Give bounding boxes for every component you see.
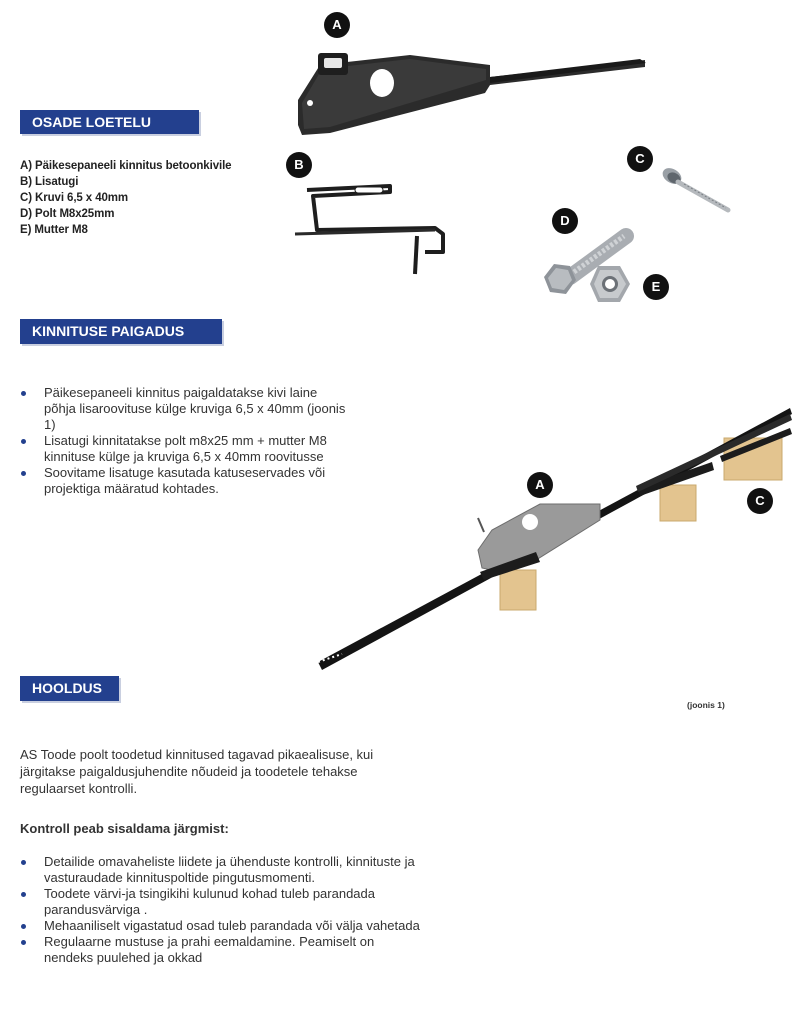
- maintenance-item: Regulaarne mustuse ja prahi eemaldamine. Peamiselt on nendeks puulehed ja okkad: [20, 934, 420, 966]
- label-e: E: [643, 274, 669, 300]
- part-item-b: B) Lisatugi: [20, 176, 79, 188]
- part-item-c: C) Kruvi 6,5 x 40mm: [20, 192, 129, 204]
- parts-list: [20, 158, 231, 238]
- label-c-top: C: [627, 146, 653, 172]
- installation-item: Soovitame lisatuge kasutada katuseservades või projektiga määratud kohtades.: [20, 465, 350, 497]
- label-b: B: [286, 152, 312, 178]
- maintenance-intro: AS Toode poolt toodetud kinnitused tagavad pikaealisuse, kui järgitakse paigaldusjuhendite nõudeid ja toodetele tehakse regulaarset kontrolli.: [20, 747, 374, 796]
- part-item-e: E) Mutter M8: [20, 224, 88, 236]
- installation-diagram: [300, 400, 800, 690]
- section-title-parts: OSADE LOETELU: [20, 110, 199, 134]
- figure-caption: (joonis 1): [687, 700, 725, 710]
- bracket-a-image: [290, 45, 650, 145]
- maintenance-check-title: Kontroll peab sisaldama järgmist:: [20, 821, 229, 836]
- installation-item: Lisatugi kinnitatakse polt m8x25 mm + mutter M8 kinnituse külge ja kruviga 6,5 x 40mm roovitusse: [20, 433, 350, 465]
- part-item-a: A) Päikesepaneeli kinnitus betoonkivile: [20, 160, 232, 172]
- label-c-figure: C: [747, 488, 773, 514]
- maintenance-item: Detailide omavaheliste liidete ja ühenduste kontrolli, kinnituste ja vasturaudade kinnituspoltide pingutusmomenti.: [20, 854, 420, 886]
- section-title-installation: KINNITUSE PAIGADUS: [20, 319, 222, 344]
- nut-e-image: [588, 262, 633, 307]
- section-title-maintenance: HOOLDUS: [20, 676, 119, 701]
- support-b-image: [295, 178, 455, 278]
- maintenance-list: [20, 854, 420, 966]
- maintenance-item: Mehaaniliselt vigastatud osad tuleb parandada või välja vahetada: [20, 918, 420, 934]
- batten: [500, 570, 536, 610]
- label-a-top: A: [324, 12, 350, 38]
- part-item-d: D) Polt M8x25mm: [20, 208, 115, 220]
- maintenance-item: Toodete värvi-ja tsingikihi kulunud kohad tuleb parandada parandusvärviga .: [20, 886, 420, 918]
- batten: [660, 485, 696, 521]
- label-d: D: [552, 208, 578, 234]
- installation-item: Päikesepaneeli kinnitus paigaldatakse kivi laine põhja lisaroovituse külge kruviga 6,5 x 40mm (joonis 1): [20, 385, 350, 433]
- screw-c-image: [660, 162, 735, 217]
- label-a-figure: A: [527, 472, 553, 498]
